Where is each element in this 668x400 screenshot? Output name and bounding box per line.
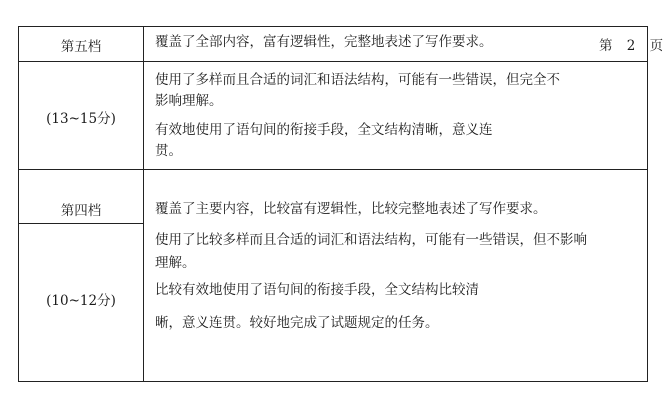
tier5-desc-line: 有效地使用了语句间的衔接手段，全文结构清晰，意义连 [155,122,493,138]
tier4-desc-line: 晰，意义连贯。较好地完成了试题规定的任务。 [155,315,439,331]
tier5-desc-line: 使用了多样而且合适的词汇和语法结构，可能有一些错误，但完全不 [155,72,560,88]
column-divider [143,27,144,381]
tier5-name-divider [19,61,143,62]
tier4-score: (10~12分) [46,293,116,309]
tier4-desc-line: 使用了比较多样而且合适的词汇和语法结构，可能有一些错误，但不影响 [155,232,587,248]
tier4-desc-line: 覆盖了主要内容，比较富有逻辑性，比较完整地表述了写作要求。 [155,201,547,217]
page-number: 第 2 页 [599,38,668,54]
tier5-desc-line: 贯。 [155,143,182,159]
tier5-name: 第五档 [60,39,102,55]
scoring-table [18,26,668,382]
tier5-desc-divider [143,61,647,62]
tier5-desc-line: 覆盖了全部内容，富有逻辑性，完整地表述了写作要求。 [155,34,493,50]
tier4-desc-line: 理解。 [155,255,196,271]
tier4-desc-line: 比较有效地使用了语句间的衔接手段，全文结构比较清 [155,282,479,298]
tier5-desc-line: 影响理解。 [155,93,223,109]
tier4-name: 第四档 [60,203,102,219]
tier-divider [19,169,647,170]
tier4-name-divider [19,223,143,224]
tier5-score: (13~15分) [46,111,116,127]
